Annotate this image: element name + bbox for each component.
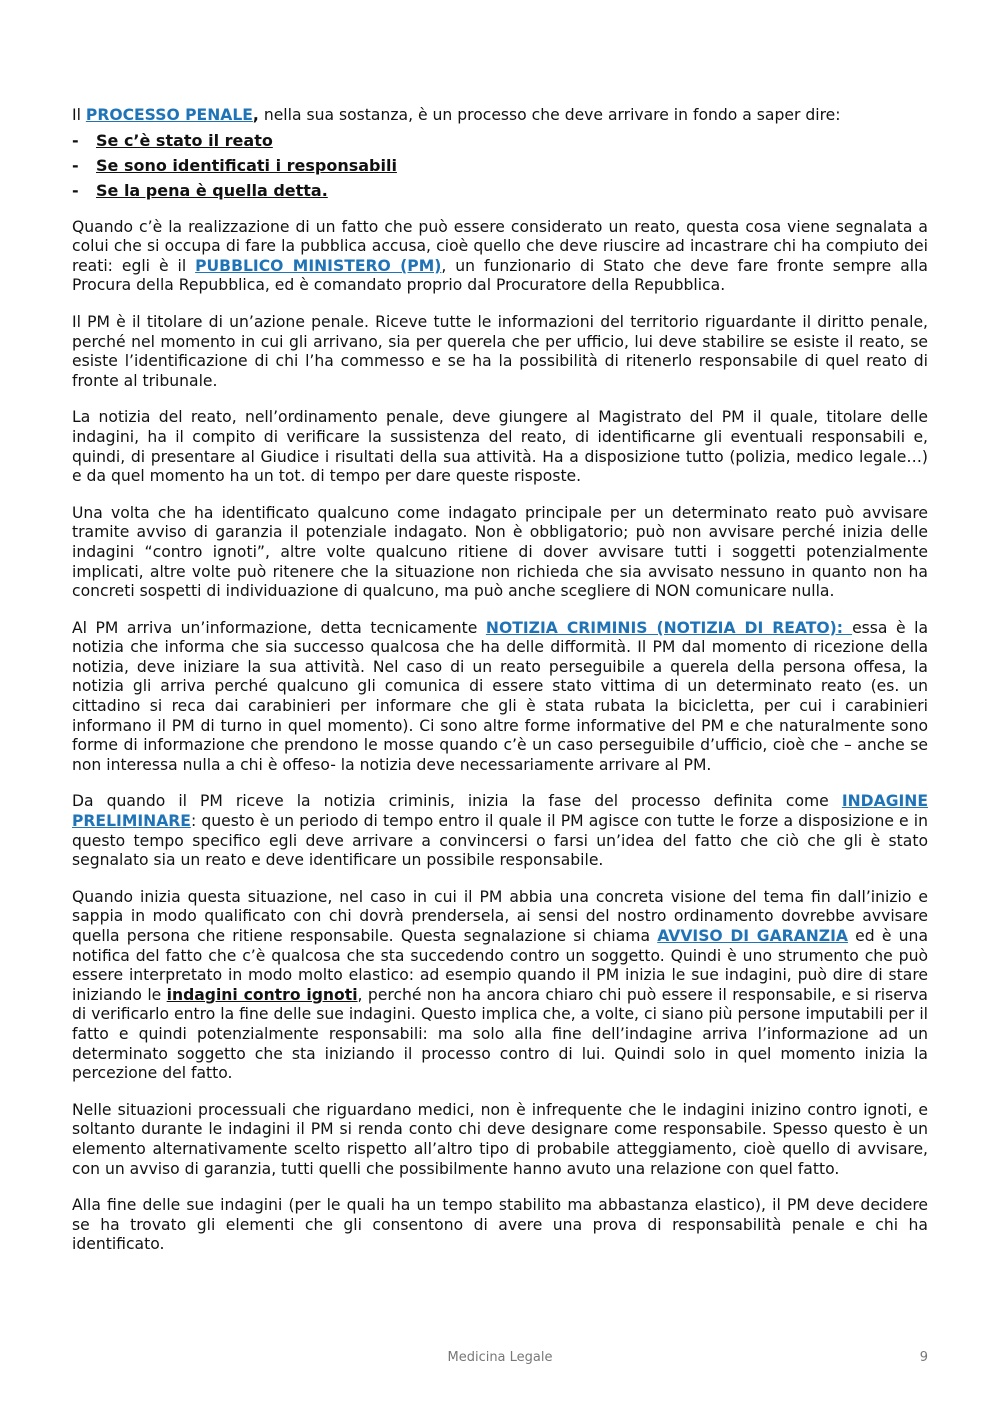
paragraph-text: , un funzionario di Stato che deve fare fronte sempre alla Procura della Repubblica, ed è comandato proprio dal Procuratore della Repubblica. [72,256,928,295]
paragraph-titolare-azione-penale: Il PM è il titolare di un’azione penale. Riceve tutte le informazioni del territorio riguardante il diritto penale, perché nel momento in cui gli arrivano, sia per querela che per ufficio, lui deve stabilire se esiste il reato, se esiste l’identificazione di chi l’ha commesso e se ha la possibilità di ritenerlo responsabile di quel reato di fronte al tribunale. [72,312,928,390]
paragraph-text: Al PM arriva un’informazione, detta tecnicamente [72,618,486,637]
paragraph-pubblico-ministero [72,218,928,296]
term-avviso-di-garanzia: AVVISO DI GARANZIA [657,927,848,945]
list-item-text: Se c’è stato il reato [96,130,273,150]
list-item [72,128,928,153]
term-indagine-preliminare: INDAGINE PRELIMINARE [72,792,928,831]
document-body [72,106,928,1272]
paragraph-notizia-criminis [72,619,928,776]
paragraph-text: essa è la notizia che informa che sia successo qualcosa che ha delle difformità. Il PM dal momento di ricezione della notizia, deve iniziare la sua attività. Nel caso di un reato perseguibile a querela della persona offesa, la notizia gli arriva perché qualcuno gli comunica di essere stato vittima di un determinato reato (es. un cittadino si reca dai carabinieri per informare che gli è stata rubata la bicicletta, per cui i carabinieri informano il PM di turno in quel momento). Ci sono altre forme informative del PM e che naturalmente sono forme di informazione che prendono le mosse quando c’è un caso perseguibile d’ufficio, cioè che – anche se non interessa nulla a chi è offeso- la notizia deve necessariamente arrivare al PM. [72,618,929,774]
paragraph-text: : questo è un periodo di tempo entro il quale il PM agisce con tutte le forze a disposizione e in questo tempo specifico egli deve arrivare a convincersi o farsi un’idea del fatto che ciò che gli è stato segnalato sia un reato e deve identificare un possibile responsabile. [72,812,928,870]
paragraph-situazioni-medici: Nelle situazioni processuali che riguardano medici, non è infrequente che le indagini inizino contro ignoti, e soltanto durante le indagini il PM si renda conto chi deve designare come responsabile. Spesso questo è un elemento alternativamente scelto rispetto all’altro tipo di probabile atteggiamento, cioè quello di avvisare, con un avviso di garanzia, tutti quelli che possibilmente hanno avuto una relazione con quel fatto. [72,1100,928,1178]
paragraph-text: Da quando il PM riceve la notizia criminis, inizia la fase del processo definita come [72,792,842,811]
dash-bullet-icon: - [72,155,79,175]
paragraph-fine-indagini: Alla fine delle sue indagini (per le quali ha un tempo stabilito ma abbastanza elastico), il PM deve decidere se ha trovato gli elementi che gli consentono di avere una prova di responsabilità penale e chi ha identificato. [72,1196,928,1254]
intro-paragraph [72,106,928,126]
paragraph-text: ed è una notifica del fatto che c’è qualcosa che sta succedendo contro un soggetto. Quindi è uno strumento che può essere interpretato in modo molto elastico: ad esempio quando il PM inizia le sue indagini, può dire di stare iniziando le [72,927,928,1004]
paragraph-notizia-reato: La notizia del reato, nell’ordinamento penale, deve giungere al Magistrato del PM il quale, titolare delle indagini, ha il compito di verificare la sussistenza del reato, di identificarne gli eventuali responsabili e, quindi, di presentare al Giudice i risultati della sua attività. Ha a disposizione tutto (polizia, medico legale…) e da quel momento ha un tot. di tempo per dare queste risposte. [72,408,928,486]
paragraph-indagine-preliminare [72,792,928,870]
list-item [72,178,928,203]
requirements-list [72,128,928,203]
emphasis-indagini-contro-ignoti: indagini contro ignoti [166,985,358,1004]
dash-bullet-icon: - [72,130,79,150]
list-item [72,153,928,178]
term-processo-penale: PROCESSO PENALE [85,106,253,124]
list-item-text: Se sono identificati i responsabili [96,155,397,175]
paragraph-text: Quando inizia questa situazione, nel caso in cui il PM abbia una concreta visione del tema fin dall’inizio e sappia in modo qualificato con chi dovrà prendersela, ai sensi del nostro ordinamento dovrebbe avvisare quella persona che ritiene responsabile. Questa segnalazione si chiama [72,887,928,945]
list-item-text: Se la pena è quella detta. [96,180,328,200]
term-pubblico-ministero: PUBBLICO MINISTERO (PM) [195,256,442,275]
paragraph-avviso-indagato: Una volta che ha identificato qualcuno come indagato principale per un determinato reato può avvisare tramite avviso di garanzia il potenziale indagato. Non è obbligatorio; può non avvisare perché inizia delle indagini “contro ignoti”, altre volte qualcuno ritiene di dover avvisare tutti i soggetti potenzialmente implicati, altre volte può ritenere che la situazione non richieda che sia avvisato nessuno in quanto non ha concreti sospetti di individuazione di qualcuno, ma può anche scegliere di NON comunicare nulla. [72,503,928,601]
dash-bullet-icon: - [72,180,79,200]
page-number: 9 [919,1350,928,1365]
paragraph-text: , perché non ha ancora chiaro chi può essere il responsabile, e si riserva di verificarlo entro la fine delle sue indagini. Questo implica che, a volte, ci siano più persone imputabili per il fatto e quindi potenzialmente responsabili: ma solo alla fine dell’indagine arriva l’informazione ad un determinato soggetto che sta iniziando il processo contro di lui. Quindi solo in quel momento inizia la percezione del fatto. [72,985,928,1083]
footer-title: Medicina Legale [447,1350,553,1365]
paragraph-text: Quando c’è la realizzazione di un fatto che può essere considerato un reato, questa cosa viene segnalata a colui che si occupa di fare la pubblica accusa, cioè quello che deve riuscire ad incastrare chi ha compiuto dei reati: egli è il [72,217,928,275]
intro-text-pre: Il [72,106,86,124]
paragraph-avviso-di-garanzia [72,888,928,1084]
page-footer [0,1350,1000,1370]
intro-comma: , [252,106,259,124]
term-notizia-criminis: NOTIZIA CRIMINIS (NOTIZIA DI REATO): [485,618,853,637]
intro-text-post: nella sua sostanza, è un processo che deve arrivare in fondo a saper dire: [258,106,841,124]
